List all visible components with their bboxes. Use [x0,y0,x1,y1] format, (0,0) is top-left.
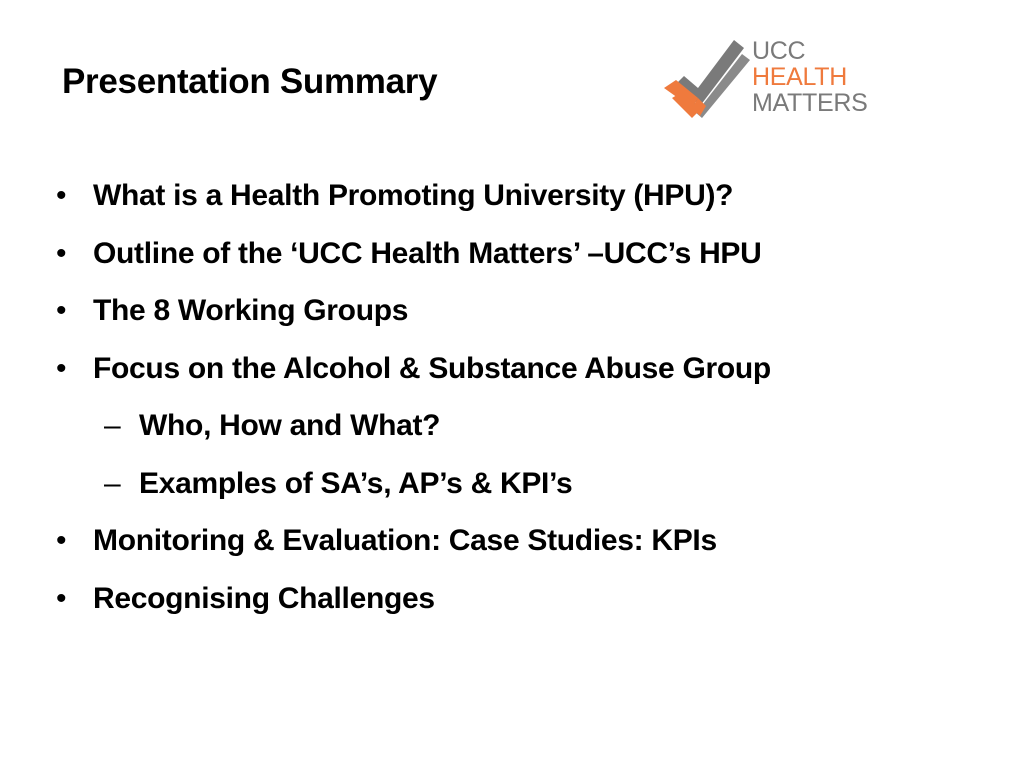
bullet-list [56,172,996,632]
bullet-text: The 8 Working Groups [93,294,409,327]
bullet-marker: • [56,294,67,327]
bullet-item [56,575,996,633]
logo-wordmark [752,38,868,116]
logo-text-health: HEALTH [752,63,847,91]
sub-bullet-marker: – [104,466,121,500]
checkmark-icon [662,36,752,122]
bullet-item [56,517,996,575]
bullet-marker: • [56,236,67,270]
slide-title: Presentation Summary [62,62,438,101]
sub-bullet-text: Examples of SA’s, AP’s & KPI’s [139,466,573,500]
bullet-text: Monitoring & Evaluation: Case Studies: KPIs [93,524,717,557]
bullet-item [56,230,996,288]
logo-text-ucc: UCC [752,37,806,65]
bullet-text: Focus on the Alcohol & Substance Abuse Group [93,351,771,385]
logo-text-matters: MATTERS [752,89,868,117]
bullet-item [56,345,996,403]
bullet-text: Outline of the ‘UCC Health Matters’ –UCC’s HPU [93,236,762,270]
bullet-item [56,287,996,345]
sub-bullet-marker: – [104,409,121,442]
bullet-marker: • [56,581,67,615]
bullet-marker: • [56,351,67,385]
ucc-health-matters-logo [662,36,922,122]
bullet-text: What is a Health Promoting University (HPU)? [93,179,734,212]
sub-bullet-item [56,402,996,460]
bullet-text: Recognising Challenges [93,581,435,615]
sub-bullet-item [56,460,996,518]
bullet-marker: • [56,524,67,557]
bullet-marker: • [56,179,67,212]
bullet-item [56,172,996,230]
sub-bullet-text: Who, How and What? [139,409,441,442]
